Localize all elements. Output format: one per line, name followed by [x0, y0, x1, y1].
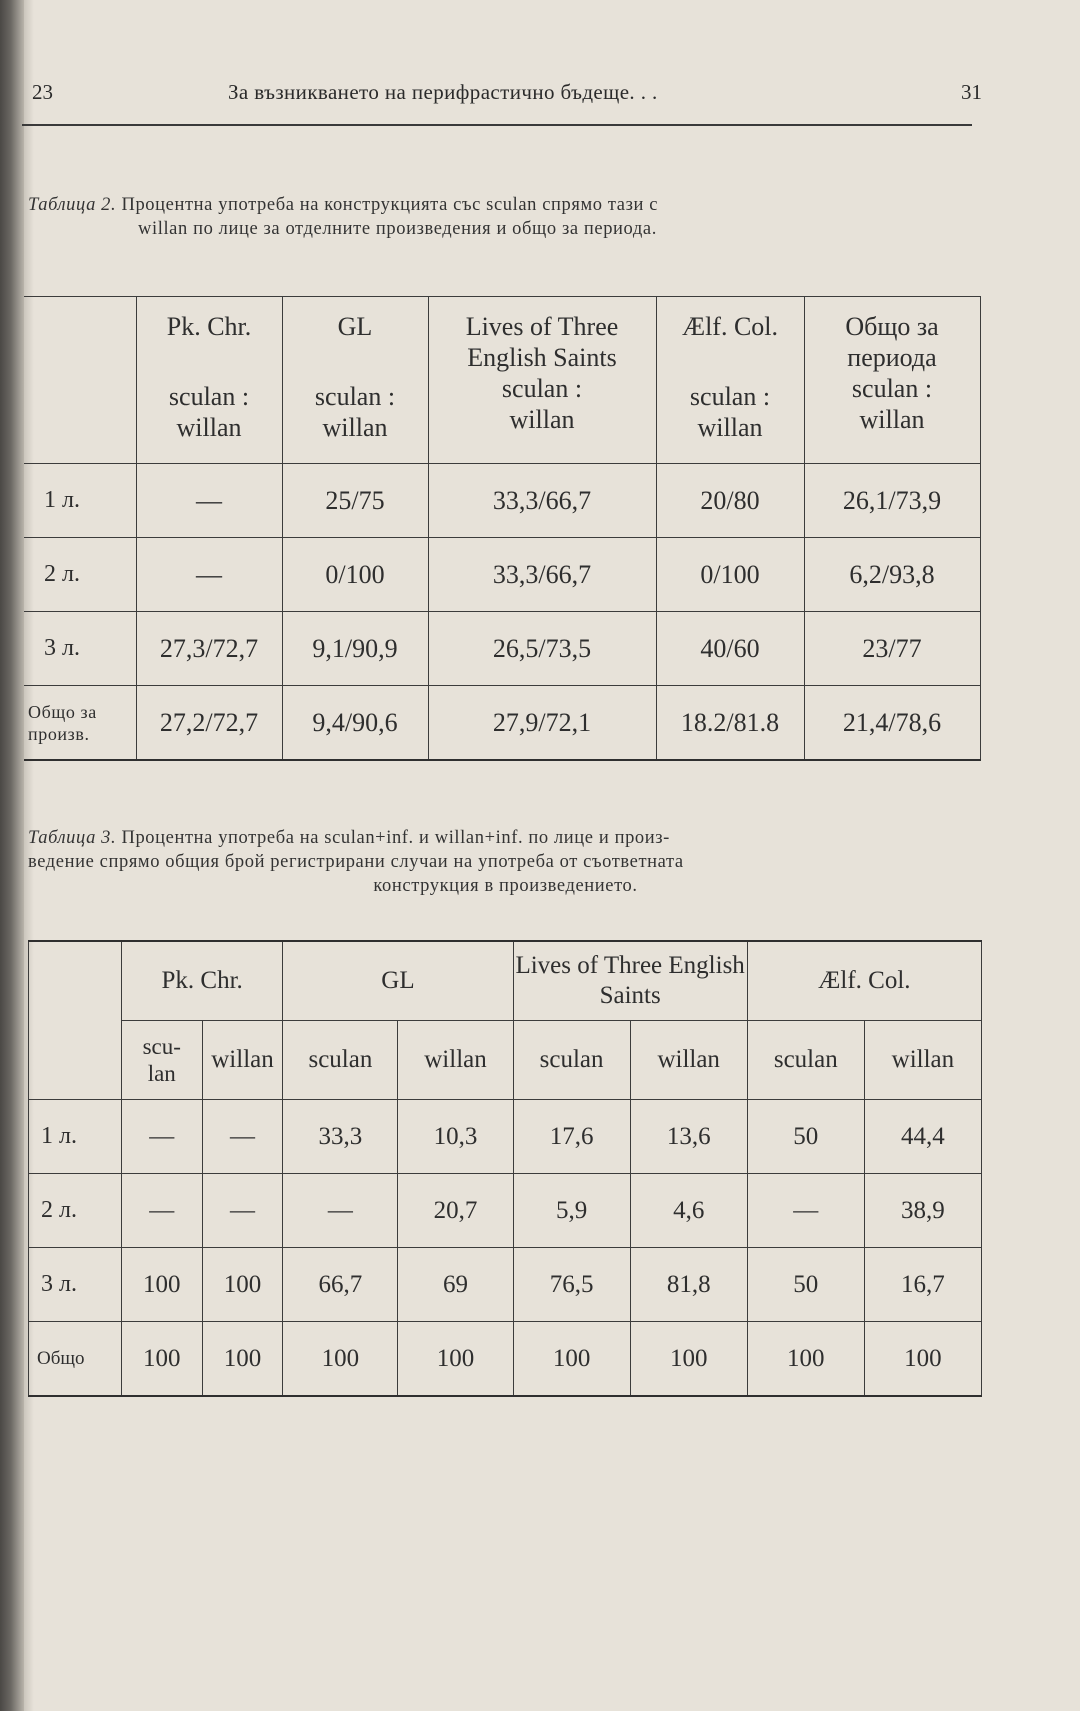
table-cell: 16,7	[864, 1248, 981, 1322]
table-cell: 21,4/78,6	[804, 686, 980, 761]
table-cell: 40/60	[656, 612, 804, 686]
table-cell: 26,1/73,9	[804, 464, 980, 538]
table3-subheader: willan	[202, 1021, 283, 1100]
table3-group-header-row	[29, 941, 982, 1021]
table-row	[24, 538, 980, 612]
table-cell: 6,2/93,8	[804, 538, 980, 612]
table-cell: 76,5	[513, 1248, 630, 1322]
table-cell: 66,7	[283, 1248, 398, 1322]
table-cell: —	[121, 1100, 202, 1174]
row-label: 3 л.	[29, 1248, 122, 1322]
table2-caption-line2: willan по лице за отделните произведения и общо за периода.	[138, 219, 657, 239]
table-cell: 0/100	[656, 538, 804, 612]
table3-group-header: Lives of Three English Saints	[513, 941, 747, 1021]
table2	[24, 296, 981, 761]
table-cell: —	[121, 1174, 202, 1248]
table-row	[29, 1174, 982, 1248]
table3-caption	[28, 826, 983, 898]
table2-col-header: GL sculan : willan	[282, 297, 428, 464]
table-cell: 44,4	[864, 1100, 981, 1174]
table3-subheader: willan	[864, 1021, 981, 1100]
table3-subheader: sculan	[283, 1021, 398, 1100]
table2-caption-line1: Процентна употреба на конструкцията със sculan спрямо тази с	[121, 195, 659, 215]
table3-group-header: Ælf. Col.	[747, 941, 981, 1021]
table3-caption-label: Таблица 3.	[28, 828, 117, 848]
table3-group-header: Pk. Chr.	[121, 941, 283, 1021]
table3-subheader: willan	[630, 1021, 747, 1100]
table-cell: 13,6	[630, 1100, 747, 1174]
table-row	[29, 1322, 982, 1397]
table2-caption-label: Таблица 2.	[28, 195, 117, 215]
table2-caption	[28, 193, 983, 241]
table-cell: 18.2/81.8	[656, 686, 804, 761]
row-label: Общо за произв.	[24, 686, 136, 761]
row-label: 1 л.	[29, 1100, 122, 1174]
running-title: За възникването на перифрастично бъдеще. . .	[228, 80, 658, 104]
table-row	[24, 464, 980, 538]
table-row	[29, 1100, 982, 1174]
table-row	[24, 612, 980, 686]
table-cell: —	[136, 538, 282, 612]
table-cell: 27,9/72,1	[428, 686, 656, 761]
row-label: Общо	[29, 1322, 122, 1397]
table-cell: —	[283, 1174, 398, 1248]
table-cell: 100	[283, 1322, 398, 1397]
table-cell: 100	[747, 1322, 864, 1397]
table3-subheader: sculan	[513, 1021, 630, 1100]
table-cell: 100	[202, 1322, 283, 1397]
table3-caption-line3: конструкция в произведението.	[373, 876, 638, 896]
running-header	[32, 80, 982, 110]
table-cell: 33,3/66,7	[428, 464, 656, 538]
table3-subheader: scu-lan	[121, 1021, 202, 1100]
table-cell: 50	[747, 1248, 864, 1322]
table-cell: 100	[121, 1248, 202, 1322]
table2-header-row	[24, 297, 980, 464]
row-label: 3 л.	[24, 612, 136, 686]
table-cell: 10,3	[398, 1100, 513, 1174]
table2-col-header: Ælf. Col. sculan : willan	[656, 297, 804, 464]
header-left-number: 23	[32, 80, 53, 104]
header-rule	[22, 124, 972, 126]
table-row	[24, 686, 980, 761]
table-cell: 5,9	[513, 1174, 630, 1248]
table-cell: 100	[398, 1322, 513, 1397]
table-cell: —	[202, 1100, 283, 1174]
table-cell: 27,3/72,7	[136, 612, 282, 686]
page-number: 31	[961, 80, 982, 104]
table-cell: 50	[747, 1100, 864, 1174]
table-cell: 38,9	[864, 1174, 981, 1248]
table-cell: 100	[513, 1322, 630, 1397]
table3-group-header: GL	[283, 941, 513, 1021]
table-cell: 20/80	[656, 464, 804, 538]
table-cell: 69	[398, 1248, 513, 1322]
table-cell: 100	[202, 1248, 283, 1322]
table-cell: 25/75	[282, 464, 428, 538]
row-label: 2 л.	[29, 1174, 122, 1248]
table2-col-header: Lives of Three English Saints sculan : willan	[428, 297, 656, 464]
table3-corner-cell	[29, 941, 122, 1100]
table-cell: 33,3/66,7	[428, 538, 656, 612]
table-row	[29, 1248, 982, 1322]
book-spine-shadow	[0, 0, 24, 1711]
row-label: 1 л.	[24, 464, 136, 538]
table3-subheader: sculan	[747, 1021, 864, 1100]
table-cell: 27,2/72,7	[136, 686, 282, 761]
table2-corner-cell	[24, 297, 136, 464]
table-cell: 9,4/90,6	[282, 686, 428, 761]
table-cell: 100	[630, 1322, 747, 1397]
table3-caption-line2: ведение спрямо общия брой регистрирани случаи на употреба от съответната	[28, 852, 684, 872]
table3	[28, 940, 982, 1397]
table-cell: 33,3	[283, 1100, 398, 1174]
table-cell: —	[136, 464, 282, 538]
table-cell: 17,6	[513, 1100, 630, 1174]
table-cell: —	[202, 1174, 283, 1248]
table3-caption-line1: Процентна употреба на sculan+inf. и willan+inf. по лице и произ-	[121, 828, 670, 848]
table-cell: 0/100	[282, 538, 428, 612]
table2-col-header: Общо за периода sculan : willan	[804, 297, 980, 464]
table3-subheader-row	[29, 1021, 982, 1100]
table-cell: 81,8	[630, 1248, 747, 1322]
table-cell: 100	[864, 1322, 981, 1397]
table-cell: 4,6	[630, 1174, 747, 1248]
row-label: 2 л.	[24, 538, 136, 612]
table3-subheader: willan	[398, 1021, 513, 1100]
table2-col-header: Pk. Chr. sculan : willan	[136, 297, 282, 464]
table-cell: 20,7	[398, 1174, 513, 1248]
table-cell: 100	[121, 1322, 202, 1397]
table-cell: —	[747, 1174, 864, 1248]
table-cell: 9,1/90,9	[282, 612, 428, 686]
table-cell: 23/77	[804, 612, 980, 686]
table-cell: 26,5/73,5	[428, 612, 656, 686]
